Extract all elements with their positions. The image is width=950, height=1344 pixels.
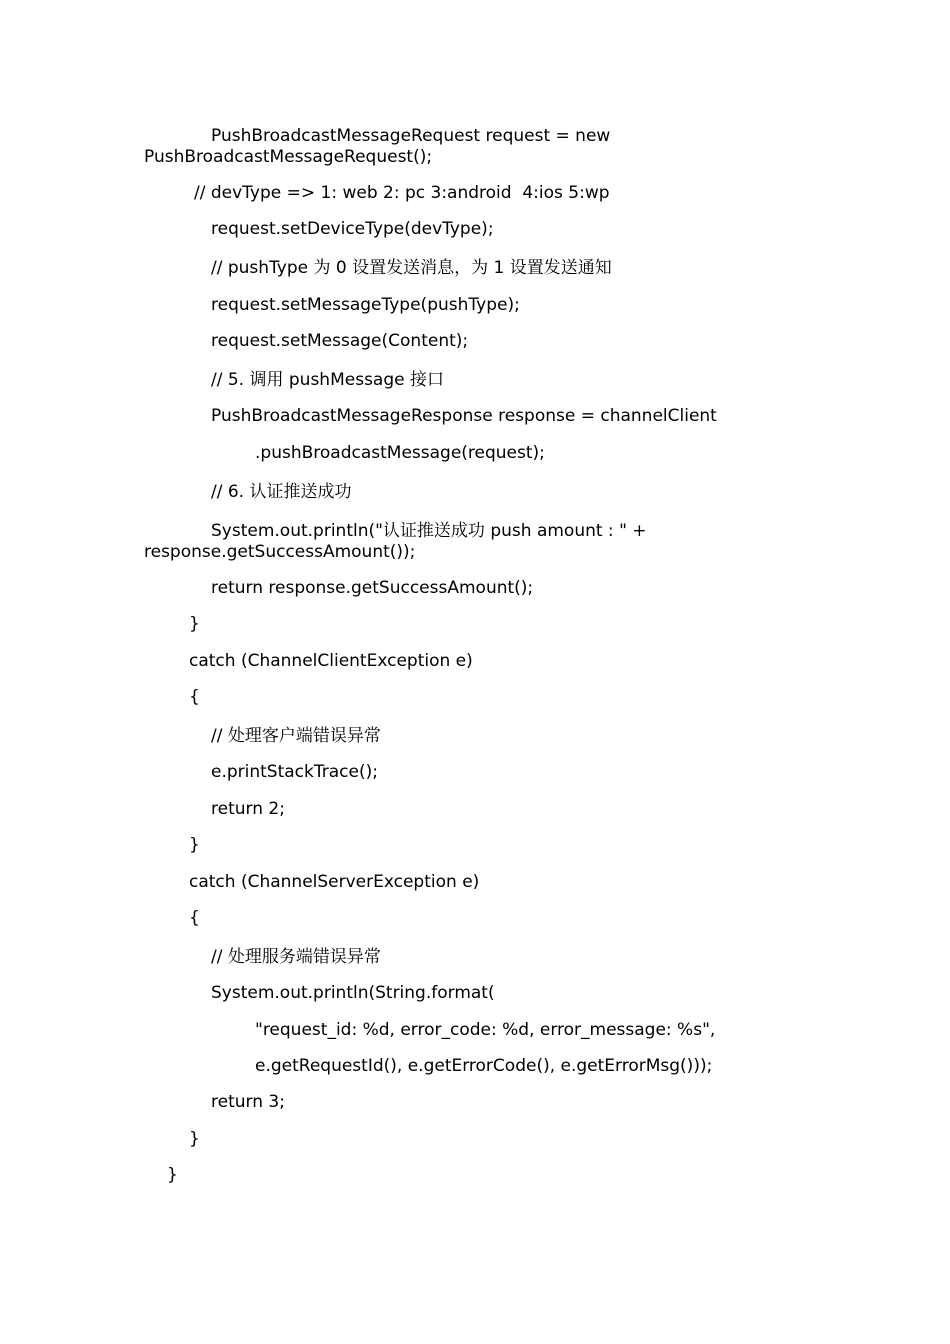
code-line-println-success: System.out.println("认证推送成功 push amount : " + — [211, 521, 647, 541]
code-line-open-brace: { — [189, 687, 200, 707]
code-line-request-decl-cont: PushBroadcastMessageRequest(); — [144, 147, 433, 167]
code-line-close-brace: } — [189, 1129, 200, 1149]
code-line-close-brace: } — [189, 614, 200, 634]
code-comment-pushtype: // pushType 为 0 设置发送消息，为 1 设置发送通知 — [211, 258, 612, 278]
code-line-format-string: "request_id: %d, error_code: %d, error_message: %s", — [255, 1020, 716, 1040]
code-line-set-device-type: request.setDeviceType(devType); — [211, 219, 494, 239]
code-line-println-success-cont: response.getSuccessAmount()); — [144, 542, 416, 562]
code-line-return-3: return 3; — [211, 1092, 285, 1112]
code-line-println-format: System.out.println(String.format( — [211, 983, 495, 1003]
code-line-request-decl: PushBroadcastMessageRequest request = new — [211, 126, 611, 146]
code-line-close-brace: } — [189, 835, 200, 855]
code-line-response-decl: PushBroadcastMessageResponse response = channelClient — [211, 406, 717, 426]
code-comment-step6: // 6. 认证推送成功 — [211, 482, 352, 502]
code-line-push-broadcast: .pushBroadcastMessage(request); — [255, 443, 545, 463]
code-comment-devtype: // devType => 1: web 2: pc 3:android 4:ios 5:wp — [194, 183, 610, 203]
code-comment-step5: // 5. 调用 pushMessage 接口 — [211, 370, 444, 390]
code-comment-client-error: // 处理客户端错误异常 — [211, 726, 381, 746]
code-line-return-2: return 2; — [211, 799, 285, 819]
code-comment-server-error: // 处理服务端错误异常 — [211, 947, 381, 967]
code-line-print-stack-trace: e.printStackTrace(); — [211, 762, 378, 782]
code-line-open-brace: { — [189, 908, 200, 928]
code-line-close-brace-outer: } — [167, 1165, 178, 1185]
code-line-set-message: request.setMessage(Content); — [211, 331, 469, 351]
code-line-catch-server: catch (ChannelServerException e) — [189, 872, 480, 892]
code-line-format-args: e.getRequestId(), e.getErrorCode(), e.getErrorMsg())); — [255, 1056, 713, 1076]
code-line-catch-client: catch (ChannelClientException e) — [189, 651, 473, 671]
code-line-return-amount: return response.getSuccessAmount(); — [211, 578, 534, 598]
code-line-set-message-type: request.setMessageType(pushType); — [211, 295, 520, 315]
